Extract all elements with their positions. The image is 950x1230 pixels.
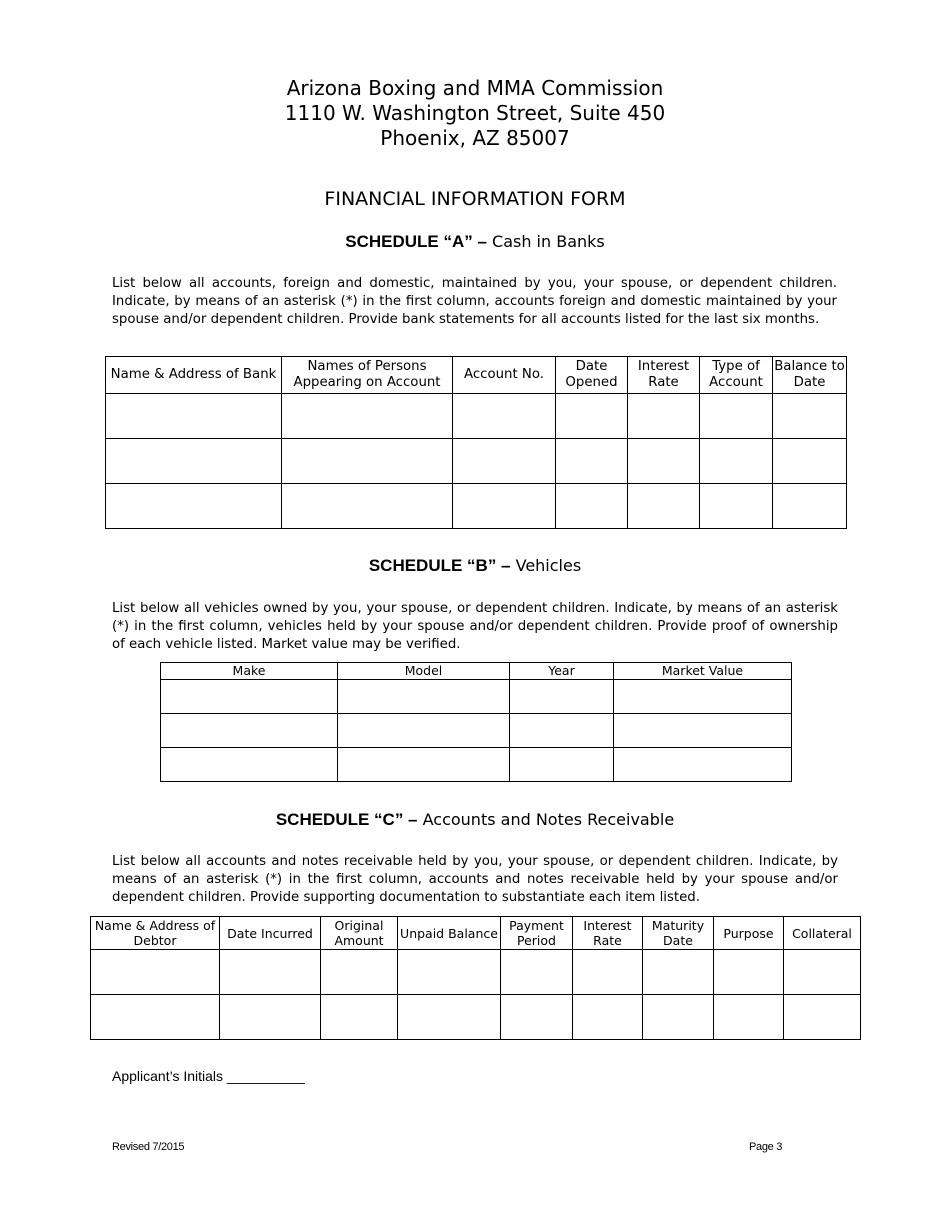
- table-cell[interactable]: [453, 439, 556, 484]
- table-cell[interactable]: [510, 680, 614, 714]
- table-cell[interactable]: [556, 394, 628, 439]
- column-header: Purpose: [714, 917, 784, 950]
- applicant-initials-blank[interactable]: __________: [226, 1068, 305, 1084]
- table-cell[interactable]: [338, 748, 510, 782]
- table-row: [106, 394, 847, 439]
- column-header: Unpaid Balance: [398, 917, 501, 950]
- table-cell[interactable]: [106, 439, 282, 484]
- schedule-a-header-row: [106, 357, 847, 394]
- table-cell[interactable]: [220, 950, 321, 995]
- table-cell[interactable]: [628, 394, 700, 439]
- column-header: Balance to Date: [773, 357, 847, 394]
- schedule-b-table: [160, 662, 792, 782]
- table-cell[interactable]: [398, 995, 501, 1040]
- applicant-initials-label: Applicant’s Initials: [112, 1068, 224, 1084]
- table-cell[interactable]: [453, 394, 556, 439]
- table-cell[interactable]: [643, 950, 714, 995]
- table-cell[interactable]: [614, 748, 792, 782]
- table-cell[interactable]: [784, 950, 861, 995]
- table-cell[interactable]: [773, 484, 847, 529]
- table-cell[interactable]: [614, 680, 792, 714]
- table-cell[interactable]: [453, 484, 556, 529]
- schedule-a-heading: [0, 232, 950, 252]
- column-header: Names of Persons Appearing on Account: [282, 357, 453, 394]
- org-city: Phoenix, AZ 85007: [380, 126, 570, 150]
- column-header: Year: [510, 663, 614, 680]
- org-name: Arizona Boxing and MMA Commission: [286, 76, 664, 100]
- schedule-a-label: SCHEDULE “A” –: [345, 232, 487, 251]
- table-row: [161, 748, 792, 782]
- table-cell[interactable]: [321, 995, 398, 1040]
- table-cell[interactable]: [220, 995, 321, 1040]
- table-cell[interactable]: [338, 714, 510, 748]
- table-cell[interactable]: [628, 439, 700, 484]
- table-cell[interactable]: [614, 714, 792, 748]
- schedule-c-instructions: List below all accounts and notes receivable held by you, your spouse, or dependent children. Indicate, by means of an asterisk (*) in the first column, accounts and notes receivable held by your spouse and/or dependent children. Provide supporting documentation to substantiate each item listed.: [112, 854, 838, 905]
- table-cell[interactable]: [338, 680, 510, 714]
- column-header: Name & Address of Bank: [106, 357, 282, 394]
- column-header: Market Value: [614, 663, 792, 680]
- table-cell[interactable]: [501, 950, 573, 995]
- table-row: [91, 995, 861, 1040]
- column-header: Original Amount: [321, 917, 398, 950]
- column-header: Collateral: [784, 917, 861, 950]
- table-cell[interactable]: [282, 484, 453, 529]
- table-cell[interactable]: [106, 394, 282, 439]
- table-cell[interactable]: [91, 995, 220, 1040]
- table-cell[interactable]: [161, 680, 338, 714]
- table-cell[interactable]: [700, 394, 773, 439]
- column-header: Maturity Date: [643, 917, 714, 950]
- table-cell[interactable]: [714, 995, 784, 1040]
- table-cell[interactable]: [321, 950, 398, 995]
- page-number: Page 3: [749, 1141, 783, 1153]
- applicant-initials: [112, 1068, 305, 1084]
- table-cell[interactable]: [700, 439, 773, 484]
- table-row: [161, 680, 792, 714]
- table-row: [106, 439, 847, 484]
- column-header: Interest Rate: [573, 917, 643, 950]
- table-cell[interactable]: [91, 950, 220, 995]
- table-cell[interactable]: [282, 439, 453, 484]
- column-header: Make: [161, 663, 338, 680]
- schedule-b-label: SCHEDULE “B” –: [368, 556, 511, 575]
- column-header: Model: [338, 663, 510, 680]
- table-cell[interactable]: [784, 995, 861, 1040]
- table-cell[interactable]: [282, 394, 453, 439]
- column-header: Date Opened: [556, 357, 628, 394]
- table-cell[interactable]: [556, 484, 628, 529]
- schedule-c-heading: [0, 810, 950, 830]
- table-cell[interactable]: [773, 439, 847, 484]
- table-cell[interactable]: [398, 950, 501, 995]
- table-cell[interactable]: [556, 439, 628, 484]
- table-cell[interactable]: [510, 748, 614, 782]
- table-cell[interactable]: [643, 995, 714, 1040]
- org-street: 1110 W. Washington Street, Suite 450: [284, 101, 666, 125]
- schedule-c-header-row: [91, 917, 861, 950]
- column-header: Interest Rate: [628, 357, 700, 394]
- table-cell[interactable]: [700, 484, 773, 529]
- table-cell[interactable]: [161, 714, 338, 748]
- column-header: Payment Period: [501, 917, 573, 950]
- schedule-a-table: [105, 356, 847, 529]
- table-cell[interactable]: [161, 748, 338, 782]
- table-cell[interactable]: [573, 950, 643, 995]
- schedule-c-table: [90, 916, 861, 1040]
- column-header: Name & Address of Debtor: [91, 917, 220, 950]
- table-row: [161, 714, 792, 748]
- schedule-b-instructions: List below all vehicles owned by you, your spouse, or dependent children. Indicate, by means of an asterisk (*) in the first column, vehicles held by your spouse and/or dependent children. Provide proof of ownership of each vehicle listed. Market value may be verified.: [112, 601, 838, 652]
- schedule-b-name: Vehicles: [515, 556, 582, 575]
- table-cell[interactable]: [106, 484, 282, 529]
- table-cell[interactable]: [773, 394, 847, 439]
- revised-date: Revised 7/2015: [112, 1141, 185, 1153]
- table-cell[interactable]: [510, 714, 614, 748]
- table-cell[interactable]: [573, 995, 643, 1040]
- table-cell[interactable]: [628, 484, 700, 529]
- schedule-b-header-row: [161, 663, 792, 680]
- table-cell[interactable]: [501, 995, 573, 1040]
- schedule-c-label: SCHEDULE “C” –: [275, 810, 418, 829]
- table-cell[interactable]: [714, 950, 784, 995]
- schedule-a-name: Cash in Banks: [492, 232, 605, 251]
- column-header: Account No.: [453, 357, 556, 394]
- form-title: FINANCIAL INFORMATION FORM: [324, 188, 626, 210]
- column-header: Date Incurred: [220, 917, 321, 950]
- table-row: [91, 950, 861, 995]
- column-header: Type of Account: [700, 357, 773, 394]
- schedule-b-heading: [0, 556, 950, 576]
- schedule-c-name: Accounts and Notes Receivable: [422, 810, 675, 829]
- schedule-a-instructions: List below all accounts, foreign and domestic, maintained by you, your spouse, or dependent children. Indicate, by means of an asterisk (*) in the first column, accounts foreign and domestic maintained by your spouse and/or dependent children. Provide bank statements for all accounts listed for the last six months.: [112, 276, 837, 327]
- table-row: [106, 484, 847, 529]
